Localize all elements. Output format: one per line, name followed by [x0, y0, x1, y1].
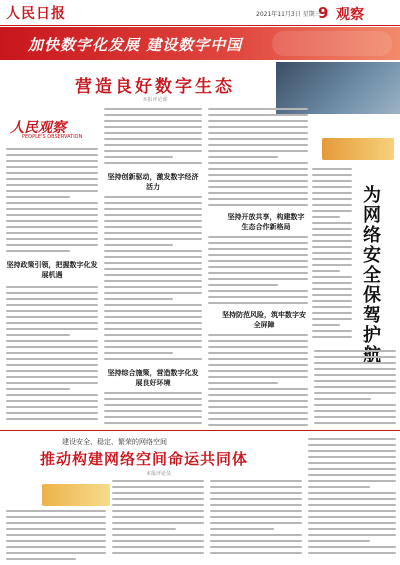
center-column-text-2: [208, 236, 308, 308]
text-line: [208, 334, 308, 336]
section-heading-1: 坚持创新驱动，激发数字经济活力: [107, 173, 199, 191]
text-line: [6, 558, 76, 560]
text-line: [112, 552, 204, 554]
text-line: [6, 178, 98, 180]
text-line: [104, 150, 202, 152]
text-line: [208, 254, 308, 256]
text-line: [308, 480, 396, 482]
text-line: [104, 132, 202, 134]
text-line: [112, 516, 204, 518]
text-line: [6, 328, 98, 330]
bottom-column-text-2: [112, 480, 204, 558]
text-line: [104, 304, 202, 306]
text-line: [6, 304, 98, 306]
text-line: [208, 352, 308, 354]
text-line: [312, 252, 352, 254]
text-line: [208, 412, 308, 414]
section-heading-3: 坚持开放共享，构建数字生态合作新格局: [227, 213, 305, 231]
section-name: 观察: [336, 7, 364, 23]
article-photo: [276, 62, 400, 114]
text-line: [104, 126, 202, 128]
text-line: [208, 150, 308, 152]
text-line: [312, 336, 352, 338]
text-line: [6, 148, 98, 150]
text-line: [308, 444, 396, 446]
text-line: [208, 236, 308, 238]
text-line: [314, 362, 396, 364]
text-line: [104, 352, 173, 354]
side-article-title: 为网络安全保驾护航: [363, 185, 381, 366]
section-heading-2: 坚持综合施策，营造数字化发展良好环境: [107, 369, 199, 387]
text-line: [6, 160, 98, 162]
text-line: [208, 388, 308, 390]
text-line: [208, 126, 308, 128]
text-line: [208, 248, 308, 250]
text-line: [6, 238, 98, 240]
text-line: [104, 262, 202, 264]
text-line: [104, 120, 202, 122]
text-line: [6, 510, 106, 512]
text-line: [6, 190, 98, 192]
text-line: [6, 540, 106, 542]
text-line: [314, 392, 396, 394]
text-line: [6, 286, 98, 288]
text-line: [210, 534, 302, 536]
text-line: [6, 322, 98, 324]
text-line: [312, 282, 352, 284]
text-line: [104, 392, 202, 394]
text-line: [308, 510, 396, 512]
text-line: [104, 422, 202, 424]
issue-date: 2021年11月3日 星期三: [256, 11, 321, 18]
text-line: [308, 468, 396, 470]
text-line: [6, 418, 98, 420]
text-line: [6, 412, 98, 414]
text-line: [312, 174, 352, 176]
text-line: [112, 510, 204, 512]
text-line: [104, 280, 202, 282]
text-line: [210, 480, 302, 482]
text-line: [104, 114, 202, 116]
text-line: [104, 286, 202, 288]
text-line: [312, 240, 352, 242]
text-line: [6, 370, 98, 372]
text-line: [104, 108, 202, 110]
text-line: [312, 306, 352, 308]
text-line: [312, 264, 352, 266]
newspaper-logo: 人民日报: [6, 6, 66, 22]
text-line: [112, 546, 204, 548]
bottom-article-title: 推动构建网络空间命运共同体: [40, 450, 249, 468]
text-line: [6, 400, 98, 402]
text-line: [104, 334, 202, 336]
banner-decoration: [272, 31, 392, 56]
text-line: [308, 462, 396, 464]
text-line: [104, 268, 202, 270]
text-line: [104, 316, 202, 318]
text-line: [312, 168, 352, 170]
text-line: [208, 370, 308, 372]
text-line: [208, 242, 308, 244]
text-line: [312, 258, 352, 260]
text-line: [208, 180, 308, 182]
text-line: [6, 250, 70, 252]
text-line: [312, 192, 352, 194]
text-line: [308, 522, 396, 524]
text-line: [208, 204, 308, 206]
left-column-text-2: [6, 286, 98, 424]
center-column-text-3: [208, 334, 308, 430]
text-line: [6, 352, 98, 354]
text-line: [208, 192, 308, 194]
text-line: [104, 346, 202, 348]
text-line: [308, 504, 396, 506]
text-line: [6, 214, 98, 216]
text-line: [208, 382, 278, 384]
text-line: [104, 138, 202, 140]
text-line: [112, 480, 204, 482]
text-line: [104, 162, 202, 164]
side-column-text-2: [314, 350, 396, 428]
text-line: [112, 498, 204, 500]
text-line: [208, 302, 308, 304]
text-line: [6, 166, 98, 168]
text-line: [208, 394, 308, 396]
text-line: [208, 400, 308, 402]
text-line: [308, 552, 396, 554]
text-line: [208, 132, 308, 134]
text-line: [208, 114, 308, 116]
text-line: [6, 184, 98, 186]
text-line: [6, 226, 98, 228]
text-line: [312, 234, 352, 236]
text-line: [312, 330, 352, 332]
text-line: [312, 180, 352, 182]
text-line: [210, 486, 302, 488]
text-line: [312, 270, 340, 272]
text-line: [104, 416, 202, 418]
text-line: [210, 498, 302, 500]
text-line: [208, 364, 308, 366]
text-line: [308, 516, 396, 518]
text-line: [104, 256, 202, 258]
text-line: [312, 300, 352, 302]
text-line: [208, 260, 308, 262]
text-line: [312, 228, 352, 230]
text-line: [6, 406, 98, 408]
text-line: [208, 272, 308, 274]
bottom-column-text-4: [308, 438, 396, 558]
text-line: [312, 318, 352, 320]
text-line: [6, 516, 106, 518]
text-line: [208, 358, 308, 360]
text-line: [112, 486, 204, 488]
text-line: [312, 324, 340, 326]
text-line: [312, 288, 352, 290]
text-line: [104, 226, 202, 228]
middle-column-text-3: [104, 392, 202, 428]
text-line: [6, 552, 106, 554]
text-line: [104, 250, 202, 252]
text-line: [6, 208, 98, 210]
text-line: [104, 196, 202, 198]
left-section-heading: 坚持政策引领，把握数字化发展机遇: [6, 261, 98, 279]
text-line: [208, 120, 308, 122]
text-line: [314, 404, 396, 406]
text-line: [210, 552, 302, 554]
bottom-column-text-3: [210, 480, 302, 558]
text-line: [210, 528, 274, 530]
text-line: [312, 294, 352, 296]
bottom-article-byline: 本报评论员: [146, 471, 172, 477]
text-line: [6, 364, 98, 366]
text-line: [6, 298, 98, 300]
text-line: [6, 292, 98, 294]
text-line: [104, 238, 202, 240]
text-line: [208, 108, 308, 110]
text-line: [6, 534, 106, 536]
text-line: [314, 422, 396, 424]
text-line: [104, 144, 202, 146]
text-line: [6, 310, 98, 312]
text-line: [314, 410, 396, 412]
text-line: [6, 388, 70, 390]
text-line: [104, 328, 202, 330]
text-line: [208, 162, 308, 164]
text-line: [308, 486, 370, 488]
text-line: [104, 244, 173, 246]
text-line: [104, 404, 202, 406]
text-line: [210, 546, 302, 548]
text-line: [314, 368, 396, 370]
text-line: [208, 376, 308, 378]
text-line: [104, 298, 173, 300]
text-line: [208, 186, 308, 188]
text-line: [208, 168, 308, 170]
text-line: [210, 540, 302, 542]
text-line: [308, 492, 396, 494]
text-line: [308, 528, 396, 530]
text-line: [6, 196, 70, 198]
text-line: [314, 398, 371, 400]
text-line: [208, 156, 278, 158]
text-line: [308, 450, 396, 452]
text-line: [112, 522, 204, 524]
text-line: [104, 410, 202, 412]
text-line: [6, 202, 98, 204]
text-line: [208, 418, 308, 420]
topic-banner: [0, 27, 400, 60]
text-line: [112, 540, 204, 542]
text-line: [104, 358, 202, 360]
text-line: [208, 174, 308, 176]
middle-column-text: [104, 108, 202, 168]
text-line: [104, 156, 173, 158]
text-line: [308, 456, 396, 458]
text-line: [6, 546, 106, 548]
text-line: [208, 296, 308, 298]
text-line: [112, 528, 176, 530]
text-line: [308, 546, 396, 548]
text-line: [208, 198, 308, 200]
section-heading-4: 坚持防范风险，筑牢数字安全屏障: [222, 311, 306, 329]
text-line: [314, 350, 396, 352]
text-line: [312, 204, 352, 206]
lead-article-byline: 本报评论部: [142, 97, 168, 103]
text-line: [312, 276, 352, 278]
text-line: [6, 522, 106, 524]
text-line: [6, 394, 98, 396]
text-line: [104, 232, 202, 234]
text-line: [6, 244, 98, 246]
text-line: [104, 274, 202, 276]
text-line: [208, 406, 308, 408]
text-line: [104, 292, 202, 294]
text-line: [308, 474, 396, 476]
text-line: [208, 424, 308, 426]
guancha-sub-label: PEOPLE'S OBSERVATION: [22, 134, 83, 140]
text-line: [312, 210, 352, 212]
text-line: [6, 172, 98, 174]
text-line: [314, 380, 396, 382]
text-line: [112, 534, 204, 536]
text-line: [312, 198, 352, 200]
text-line: [6, 232, 98, 234]
text-line: [208, 290, 308, 292]
masthead: [0, 0, 400, 26]
text-line: [314, 356, 396, 358]
text-line: [312, 186, 352, 188]
text-line: [208, 284, 278, 286]
text-line: [6, 220, 98, 222]
text-line: [6, 316, 98, 318]
text-line: [312, 216, 340, 218]
bottom-column-text-1: [6, 510, 106, 564]
text-line: [312, 246, 352, 248]
text-line: [6, 382, 98, 384]
text-line: [208, 340, 308, 342]
text-line: [312, 312, 352, 314]
text-line: [308, 438, 396, 440]
text-line: [312, 222, 352, 224]
text-line: [210, 510, 302, 512]
text-line: [6, 154, 98, 156]
lead-article-title: 营造良好数字生态: [75, 77, 235, 97]
text-line: [6, 334, 70, 336]
text-line: [210, 522, 302, 524]
text-line: [6, 346, 98, 348]
text-line: [104, 340, 202, 342]
guancha-label: 人民观察: [10, 120, 66, 136]
bottom-column-badge: [42, 484, 110, 506]
text-line: [6, 528, 106, 530]
text-line: [210, 504, 302, 506]
text-line: [112, 504, 204, 506]
text-line: [314, 416, 396, 418]
middle-column-text-2: [104, 196, 202, 364]
text-line: [104, 310, 202, 312]
text-line: [208, 266, 308, 268]
text-line: [104, 398, 202, 400]
text-line: [104, 208, 202, 210]
text-line: [6, 358, 98, 360]
text-line: [314, 386, 396, 388]
text-line: [104, 220, 202, 222]
section-divider: [0, 430, 400, 431]
banner-title: 加快数字化发展 建设数字中国: [28, 36, 243, 54]
text-line: [308, 534, 396, 536]
left-column-text: [6, 148, 98, 256]
text-line: [6, 340, 98, 342]
center-column-text: [208, 108, 308, 210]
text-line: [208, 138, 308, 140]
text-line: [208, 346, 308, 348]
text-line: [308, 498, 396, 500]
text-line: [6, 376, 98, 378]
side-column-text: [312, 168, 352, 342]
text-line: [208, 278, 308, 280]
page-number: 9: [318, 4, 329, 22]
text-line: [210, 492, 302, 494]
text-line: [210, 516, 302, 518]
text-line: [104, 202, 202, 204]
text-line: [112, 492, 204, 494]
text-line: [308, 540, 370, 542]
text-line: [104, 214, 202, 216]
side-article-banner: [322, 138, 394, 160]
text-line: [208, 144, 308, 146]
text-line: [104, 322, 202, 324]
text-line: [314, 374, 396, 376]
bottom-article-kicker: 建设安全、稳定、繁荣的网络空间: [62, 438, 167, 446]
